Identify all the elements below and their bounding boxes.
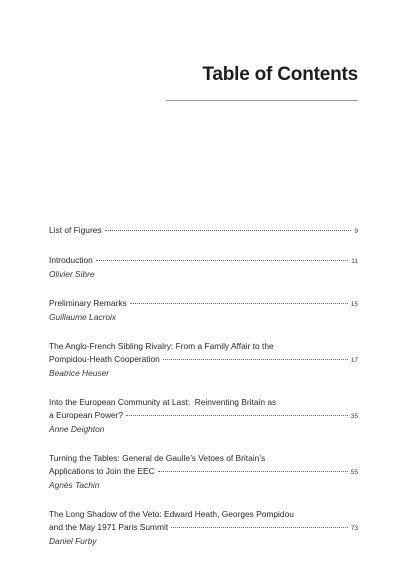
toc-entry-title: Introduction — [49, 255, 93, 265]
toc-entry-title-line — [49, 452, 358, 465]
toc-entry-title: Turning the Tables: General de Gaulle’s Vetoes of Britain’s — [49, 453, 266, 463]
toc-entry-title-line — [49, 353, 358, 367]
toc-entry[interactable] — [49, 452, 358, 492]
toc-entry-title-line — [49, 297, 358, 311]
toc-entry-author: Anne Deighton — [49, 424, 105, 434]
toc-entry-author: Guillaume Lacroix — [49, 312, 117, 322]
toc-entry[interactable] — [49, 254, 358, 281]
toc-entry-title-line — [49, 396, 358, 409]
toc-entry-title: The Anglo-French Sibling Rivalry: From a Family Affair to the — [49, 341, 274, 351]
toc-page-number: 9 — [354, 228, 358, 235]
dot-leader — [105, 230, 352, 231]
toc-entry-title-line — [49, 508, 358, 521]
toc-entry[interactable] — [49, 396, 358, 436]
toc-entry-title-line — [49, 465, 358, 479]
page-title: Table of Contents — [202, 64, 358, 85]
dot-leader — [163, 359, 348, 360]
toc-entry-title-line — [49, 224, 358, 238]
toc-entry[interactable] — [49, 224, 358, 238]
dot-leader — [130, 303, 348, 304]
dot-leader — [96, 260, 348, 261]
toc-entry-title-line — [49, 254, 358, 268]
toc-entry-title-line — [49, 521, 358, 535]
toc-entry-title: Into the European Community at Last: Reinventing Britain as — [49, 397, 277, 407]
toc-entry-title: Preliminary Remarks — [49, 298, 127, 308]
toc-entry-title-continued: Pompidou-Heath Cooperation — [49, 354, 160, 364]
toc-entry[interactable] — [49, 297, 358, 324]
toc-entry-author: Olivier Sibre — [49, 269, 95, 279]
toc-page-number: 11 — [351, 258, 358, 265]
toc-page-number: 55 — [350, 469, 358, 476]
dot-leader — [126, 415, 348, 416]
toc-page-number: 17 — [350, 357, 358, 364]
dot-leader — [158, 471, 348, 472]
toc-entry-title-line — [49, 409, 358, 423]
toc-entry-title-line — [49, 340, 358, 353]
toc-page-number: 73 — [350, 525, 358, 532]
toc-page-number: 15 — [350, 301, 358, 308]
toc-entry-author: Agnès Tachin — [49, 480, 100, 490]
dot-leader — [171, 527, 348, 528]
toc-entry-title-continued: a European Power? — [49, 410, 124, 420]
title-divider — [166, 100, 358, 101]
toc-entry-author: Daniel Furby — [49, 536, 97, 546]
toc-page-number: 35 — [350, 413, 358, 420]
toc-entry-title-continued: and the May 1971 Paris Summit — [49, 522, 169, 532]
toc-entry[interactable] — [49, 508, 358, 548]
toc-entry-title: The Long Shadow of the Veto: Edward Heath, Georges Pompidou — [49, 509, 294, 519]
toc-entry-title: List of Figures — [49, 225, 102, 235]
toc-list — [49, 224, 358, 564]
toc-entry-author: Beatrice Heuser — [49, 368, 110, 378]
toc-entry[interactable] — [49, 340, 358, 380]
toc-entry-title-continued: Applications to Join the EEC — [49, 466, 155, 476]
